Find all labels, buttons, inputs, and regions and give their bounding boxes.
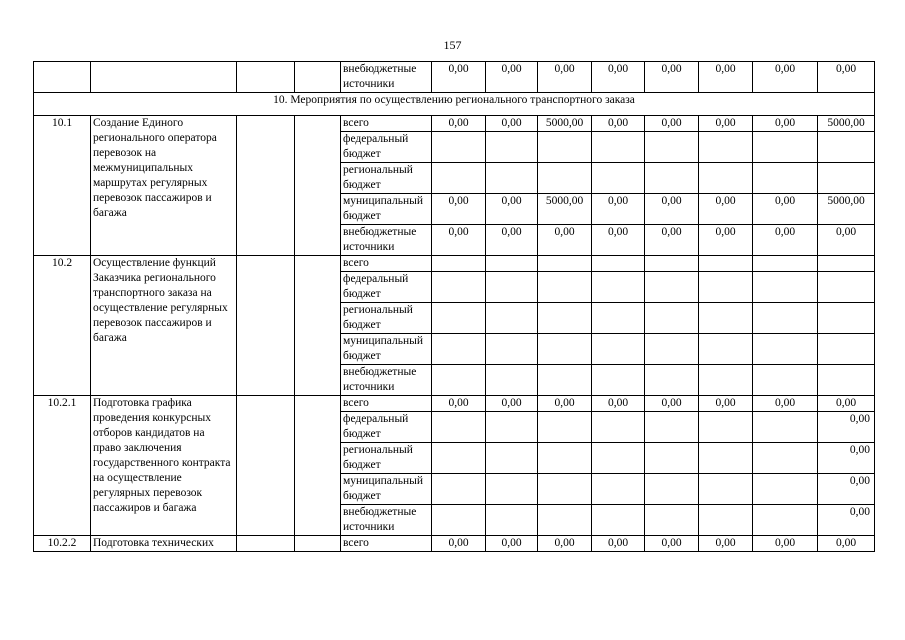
value-cell (645, 272, 699, 303)
blank-cell (295, 256, 341, 396)
value-cell (592, 132, 645, 163)
value-cell: 0,00 (818, 412, 875, 443)
value-cell (699, 132, 753, 163)
source-cell: региональный бюджет (341, 303, 432, 334)
value-cell: 0,00 (753, 225, 818, 256)
value-cell (699, 505, 753, 536)
value-cell (538, 334, 592, 365)
value-cell (432, 272, 486, 303)
value-cell (486, 163, 538, 194)
value-cell: 0,00 (645, 536, 699, 552)
table-row (34, 62, 875, 93)
value-cell: 0,00 (645, 396, 699, 412)
value-cell (818, 272, 875, 303)
value-cell (699, 272, 753, 303)
value-cell (538, 272, 592, 303)
blank-cell (295, 536, 341, 552)
value-cell (486, 303, 538, 334)
value-cell: 0,00 (818, 443, 875, 474)
value-cell (818, 303, 875, 334)
value-cell (432, 505, 486, 536)
value-cell: 0,00 (538, 536, 592, 552)
value-cell (486, 474, 538, 505)
value-cell: 0,00 (645, 62, 699, 93)
value-cell (645, 303, 699, 334)
value-cell: 0,00 (818, 396, 875, 412)
item-name: Подготовка графика проведения конкурсных отборов кандидатов на право заключения государственного контракта на осуществление регулярных перевозок пассажиров и багажа (91, 396, 237, 536)
value-cell (645, 256, 699, 272)
value-cell (432, 303, 486, 334)
source-cell: всего (341, 256, 432, 272)
table-row (34, 396, 875, 412)
source-cell: внебюджетные источники (341, 62, 432, 93)
budget-table (33, 61, 875, 552)
value-cell: 0,00 (645, 225, 699, 256)
value-cell (538, 256, 592, 272)
source-cell: муниципальный бюджет (341, 334, 432, 365)
blank-cell (237, 536, 295, 552)
value-cell: 0,00 (818, 474, 875, 505)
value-cell (486, 272, 538, 303)
value-cell (645, 334, 699, 365)
blank-cell (237, 116, 295, 256)
table-row (34, 116, 875, 132)
value-cell (753, 303, 818, 334)
value-cell (432, 163, 486, 194)
name-cell (91, 62, 237, 93)
value-cell: 0,00 (699, 62, 753, 93)
value-cell (592, 334, 645, 365)
value-cell: 0,00 (432, 396, 486, 412)
value-cell: 0,00 (699, 116, 753, 132)
table-row (34, 256, 875, 272)
source-cell: муниципальный бюджет (341, 194, 432, 225)
value-cell: 0,00 (592, 116, 645, 132)
value-cell (486, 365, 538, 396)
value-cell (753, 334, 818, 365)
code-cell (34, 62, 91, 93)
value-cell (753, 505, 818, 536)
value-cell: 0,00 (699, 225, 753, 256)
value-cell (753, 256, 818, 272)
value-cell (538, 163, 592, 194)
value-cell: 0,00 (753, 536, 818, 552)
value-cell: 0,00 (486, 62, 538, 93)
item-code: 10.2 (34, 256, 91, 396)
blank-cell (237, 256, 295, 396)
source-cell: федеральный бюджет (341, 412, 432, 443)
value-cell (432, 132, 486, 163)
item-name: Создание Единого регионального оператора перевозок на межмуниципальных маршрутах регулярных перевозок пассажиров и багажа (91, 116, 237, 256)
value-cell: 0,00 (645, 116, 699, 132)
value-cell (592, 256, 645, 272)
value-cell (753, 132, 818, 163)
value-cell: 0,00 (432, 536, 486, 552)
value-cell (432, 474, 486, 505)
value-cell (645, 365, 699, 396)
value-cell (486, 132, 538, 163)
value-cell: 0,00 (818, 62, 875, 93)
value-cell (699, 163, 753, 194)
value-cell (486, 443, 538, 474)
value-cell: 0,00 (486, 225, 538, 256)
value-cell: 0,00 (538, 62, 592, 93)
blank-cell (295, 396, 341, 536)
value-cell (592, 505, 645, 536)
value-cell: 0,00 (753, 62, 818, 93)
value-cell: 5000,00 (818, 116, 875, 132)
value-cell (645, 505, 699, 536)
value-cell (818, 334, 875, 365)
value-cell (753, 474, 818, 505)
source-cell: внебюджетные источники (341, 505, 432, 536)
value-cell (486, 412, 538, 443)
value-cell (699, 365, 753, 396)
value-cell (538, 365, 592, 396)
value-cell (592, 303, 645, 334)
value-cell (753, 365, 818, 396)
value-cell (538, 303, 592, 334)
value-cell: 5000,00 (818, 194, 875, 225)
value-cell (538, 505, 592, 536)
source-cell: внебюджетные источники (341, 365, 432, 396)
section-title: 10. Мероприятия по осуществлению регионального транспортного заказа (34, 93, 875, 116)
value-cell: 0,00 (699, 194, 753, 225)
item-code: 10.1 (34, 116, 91, 256)
value-cell (432, 365, 486, 396)
value-cell (592, 272, 645, 303)
source-cell: внебюджетные источники (341, 225, 432, 256)
value-cell (753, 272, 818, 303)
value-cell (486, 256, 538, 272)
blank-cell (237, 62, 295, 93)
value-cell: 0,00 (486, 194, 538, 225)
value-cell (486, 505, 538, 536)
value-cell (432, 256, 486, 272)
value-cell: 0,00 (592, 536, 645, 552)
item-code: 10.2.1 (34, 396, 91, 536)
value-cell (432, 443, 486, 474)
value-cell (538, 132, 592, 163)
value-cell: 0,00 (592, 225, 645, 256)
item-code: 10.2.2 (34, 536, 91, 552)
value-cell: 0,00 (592, 396, 645, 412)
value-cell: 0,00 (432, 62, 486, 93)
page-number: 157 (443, 38, 462, 52)
blank-cell (295, 62, 341, 93)
value-cell (538, 412, 592, 443)
value-cell (753, 412, 818, 443)
value-cell: 0,00 (699, 536, 753, 552)
value-cell (592, 365, 645, 396)
table-row (34, 536, 875, 552)
value-cell (753, 443, 818, 474)
source-cell: муниципальный бюджет (341, 474, 432, 505)
blank-cell (295, 116, 341, 256)
value-cell: 0,00 (592, 62, 645, 93)
source-cell: региональный бюджет (341, 443, 432, 474)
value-cell (645, 163, 699, 194)
value-cell: 0,00 (432, 116, 486, 132)
value-cell: 0,00 (699, 396, 753, 412)
value-cell (645, 412, 699, 443)
value-cell (699, 334, 753, 365)
value-cell: 0,00 (753, 396, 818, 412)
value-cell (699, 256, 753, 272)
source-cell: всего (341, 396, 432, 412)
section-row (34, 93, 875, 116)
blank-cell (237, 396, 295, 536)
source-cell: федеральный бюджет (341, 272, 432, 303)
value-cell (486, 334, 538, 365)
value-cell (818, 163, 875, 194)
source-cell: федеральный бюджет (341, 132, 432, 163)
value-cell (432, 412, 486, 443)
value-cell: 0,00 (486, 116, 538, 132)
value-cell (818, 256, 875, 272)
value-cell (645, 132, 699, 163)
value-cell (538, 443, 592, 474)
value-cell: 0,00 (753, 116, 818, 132)
value-cell (592, 443, 645, 474)
value-cell (592, 412, 645, 443)
value-cell (818, 365, 875, 396)
value-cell: 0,00 (538, 396, 592, 412)
source-cell: всего (341, 536, 432, 552)
value-cell (699, 412, 753, 443)
value-cell: 0,00 (753, 194, 818, 225)
item-name: Подготовка технических (91, 536, 237, 552)
value-cell: 0,00 (486, 396, 538, 412)
source-cell: региональный бюджет (341, 163, 432, 194)
value-cell: 0,00 (645, 194, 699, 225)
value-cell (699, 303, 753, 334)
value-cell: 0,00 (486, 536, 538, 552)
value-cell (432, 334, 486, 365)
value-cell (699, 474, 753, 505)
value-cell (699, 443, 753, 474)
value-cell (753, 163, 818, 194)
value-cell: 0,00 (538, 225, 592, 256)
value-cell (818, 132, 875, 163)
value-cell: 0,00 (818, 225, 875, 256)
value-cell: 0,00 (432, 225, 486, 256)
source-cell: всего (341, 116, 432, 132)
value-cell: 0,00 (818, 536, 875, 552)
value-cell: 5000,00 (538, 194, 592, 225)
value-cell (592, 163, 645, 194)
value-cell: 5000,00 (538, 116, 592, 132)
item-name: Осуществление функций Заказчика регионального транспортного заказа на осуществление регулярных перевозок пассажиров и багажа (91, 256, 237, 396)
value-cell: 0,00 (818, 505, 875, 536)
value-cell: 0,00 (432, 194, 486, 225)
value-cell (592, 474, 645, 505)
value-cell (645, 443, 699, 474)
value-cell: 0,00 (592, 194, 645, 225)
value-cell (645, 474, 699, 505)
value-cell (538, 474, 592, 505)
